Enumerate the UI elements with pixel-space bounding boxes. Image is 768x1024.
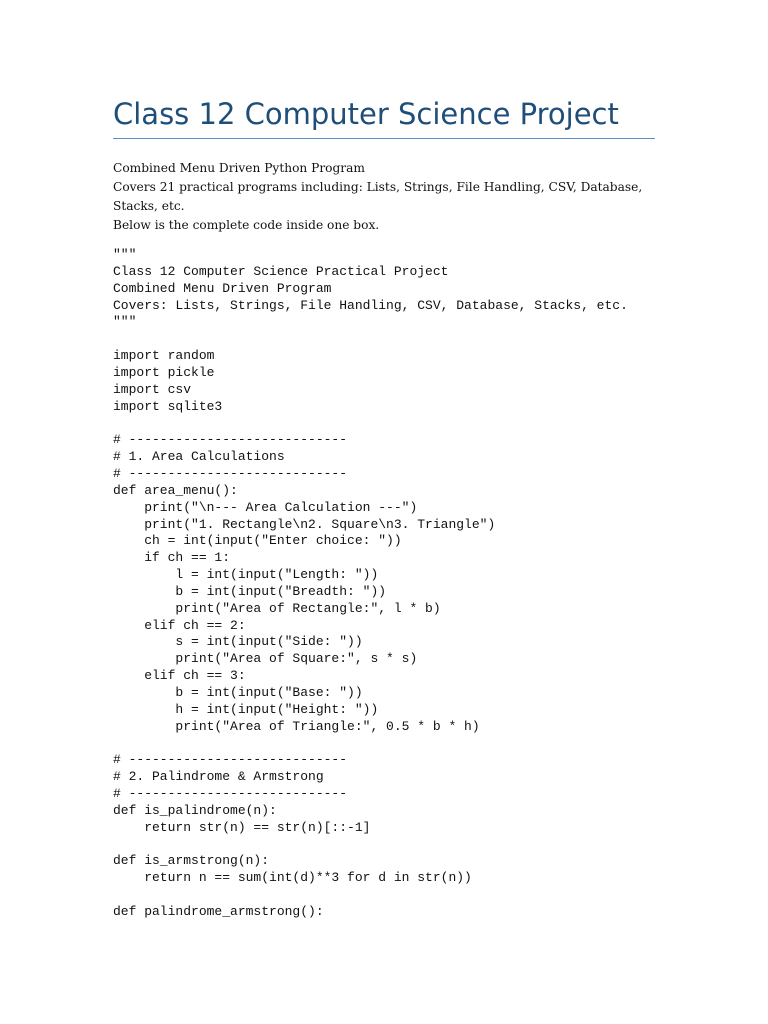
code-line: def palindrome_armstrong(): [113,903,324,919]
code-line: import pickle [113,364,215,380]
code-line: # ---------------------------- [113,752,348,768]
code-line: Class 12 Computer Science Practical Project [113,263,449,279]
code-line: h = int(input("Height: ")) [113,701,379,717]
code-line: elif ch == 3: [113,668,246,684]
intro-line: Covers 21 practical programs including: Lists, Strings, File Handling, CSV, Database, Stacks, etc. [113,180,643,213]
code-line: """ [113,314,137,330]
code-line: print("\n--- Area Calculation ---") [113,499,418,515]
code-line: import sqlite3 [113,398,223,414]
code-line: l = int(input("Length: ")) [113,567,379,583]
code-line: if ch == 1: [113,550,231,566]
code-block [113,247,628,921]
code-line: return str(n) == str(n)[::-1] [113,819,371,835]
code-line: # ---------------------------- [113,432,348,448]
code-line: # 1. Area Calculations [113,449,285,465]
code-line: return n == sum(int(d)**3 for d in str(n)) [113,870,472,886]
code-line: s = int(input("Side: ")) [113,634,363,650]
code-line: print("Area of Triangle:", 0.5 * b * h) [113,718,480,734]
page-title: Class 12 Computer Science Project [113,97,619,131]
code-line: import csv [113,381,192,397]
intro-text [113,159,658,235]
code-line: # 2. Palindrome & Armstrong [113,769,324,785]
code-line: def area_menu(): [113,482,238,498]
intro-line: Combined Menu Driven Python Program [113,161,365,175]
code-line: Covers: Lists, Strings, File Handling, CSV, Database, Stacks, etc. [113,297,628,313]
title-divider [113,138,655,139]
code-line: import random [113,348,215,364]
code-line: b = int(input("Base: ")) [113,684,363,700]
code-line: print("1. Rectangle\n2. Square\n3. Triangle") [113,516,496,532]
code-line: Combined Menu Driven Program [113,280,332,296]
code-line: print("Area of Rectangle:", l * b) [113,600,441,616]
code-line: ch = int(input("Enter choice: ")) [113,533,402,549]
code-line: # ---------------------------- [113,465,348,481]
intro-line: Below is the complete code inside one box. [113,218,380,232]
code-line: """ [113,247,137,262]
code-line: print("Area of Square:", s * s) [113,651,418,667]
code-line: def is_armstrong(n): [113,853,270,869]
code-line: elif ch == 2: [113,617,246,633]
code-line: # ---------------------------- [113,786,348,801]
code-line: b = int(input("Breadth: ")) [113,583,387,599]
code-line: def is_palindrome(n): [113,802,277,818]
